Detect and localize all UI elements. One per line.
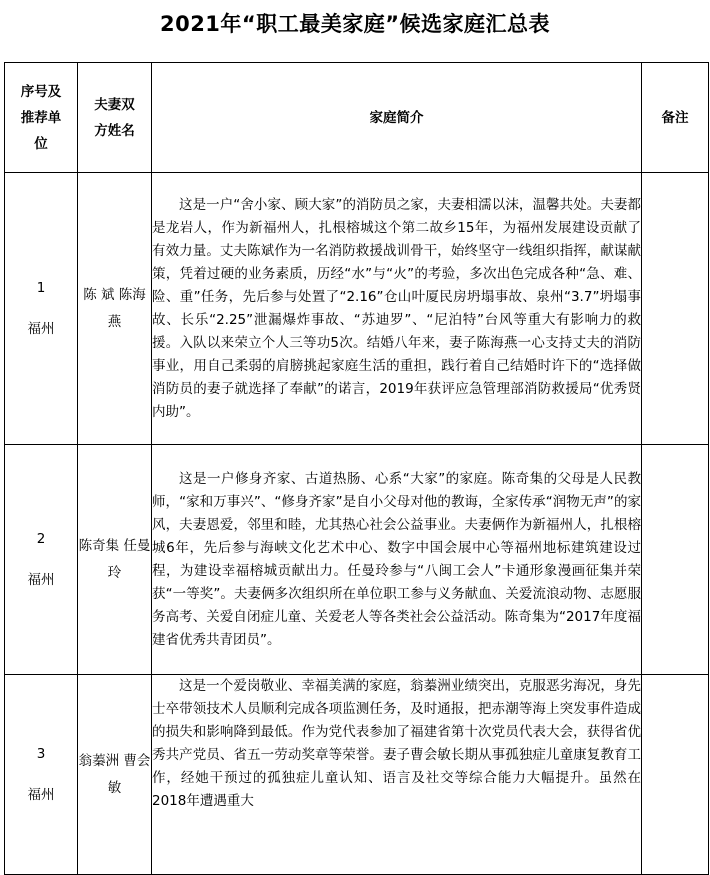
husband-name: 陈奇集 bbox=[78, 537, 120, 554]
header-couple-names bbox=[78, 63, 152, 173]
row-seq-cell bbox=[5, 173, 78, 445]
row-names-cell bbox=[78, 173, 152, 445]
row-remark-cell bbox=[642, 675, 709, 875]
row-unit: 福州 bbox=[27, 786, 55, 803]
family-intro-text: 这是一户修身齐家、古道热肠、心系“大家”的家庭。陈奇集的父母是人民教师，“家和万事兴”、“修身齐家”是自小父母对他的教诲，全家传承“润物无声”的家风，夫妻恩爱，邻里和睦，尤其热心社会公益事业。夫妻俩作为新福州人，扎根榕城6年，先后参与海峡文化艺术中心、数字中国会展中心等福州地标建筑建设过程，为建设幸福榕城贡献出力。任曼玲参与“八闽工会人”卡通形象漫画征集并荣获“一等奖”。夫妻俩多次组织所在单位职工参与义务献血、关爱流浪动物、志愿服务高考、关爱自闭症儿童、关爱老人等各类社会公益活动。陈奇集为“2017年度福建省优秀共青团员”。 bbox=[152, 470, 641, 648]
row-remark-cell bbox=[642, 173, 709, 445]
row-intro-cell bbox=[152, 675, 642, 875]
header-seq-line: 推荐单 bbox=[20, 109, 62, 126]
page-title: 2021年“职工最美家庭”候选家庭汇总表 bbox=[159, 12, 551, 36]
row-remark-cell bbox=[642, 445, 709, 675]
husband-name: 陈 斌 bbox=[83, 286, 115, 303]
row-number: 3 bbox=[36, 745, 46, 762]
table-row bbox=[5, 675, 709, 875]
header-names-line: 方姓名 bbox=[94, 122, 135, 139]
header-seq-unit bbox=[5, 63, 78, 173]
row-seq-cell bbox=[5, 445, 78, 675]
wife-name: 陈海燕 bbox=[107, 286, 146, 330]
row-intro-cell bbox=[152, 173, 642, 445]
row-intro-cell bbox=[152, 445, 642, 675]
wife-name: 曹会敏 bbox=[107, 752, 151, 796]
row-number: 1 bbox=[36, 279, 46, 296]
table-row bbox=[5, 173, 709, 445]
table-header-row bbox=[5, 63, 709, 173]
family-intro-text: 这是一户“舍小家、顾大家”的消防员之家，夫妻相濡以沫，温馨共处。夫妻都是龙岩人，作为新福州人，扎根榕城这个第二故乡15年，为福州发展建设贡献了有效力量。丈夫陈斌作为一名消防救援战训骨干，始终坚守一线组织指挥，献谋献策，凭着过硬的业务素质，历经“水”与“火”的考验，多次出色完成各种“急、难、险、重”任务，先后参与处置了“2.16”仓山叶厦民房坍塌事故、泉州“3.7”坍塌事故、长乐“2.25”泄漏爆炸事故、“苏迪罗”、“尼泊特”台风等重大有影响力的救援。入队以来荣立个人三等功5次。结婚八年来，妻子陈海燕一心支持丈夫的消防事业，用自己柔弱的肩膀挑起家庭生活的重担，践行着自己结婚时许下的“选择做消防员的妻子就选择了奉献”的诺言，2019年获评应急管理部消防救援局“优秀贤内助”。 bbox=[152, 196, 641, 420]
header-names-line: 夫妻双 bbox=[94, 96, 135, 113]
family-intro-text: 这是一个爱岗敬业、幸福美满的家庭，翁蓁洲业绩突出，克服恶劣海况，身先士卒带领技术人员顺利完成各项监测任务，及时通报，把赤潮等海上突发事件造成的损失和影响降到最低。作为党代表参加了福建省第十次党员代表大会，获得省优秀共产党员、省五一劳动奖章等荣誉。妻子曹会敏长期从事孤独症儿童康复教育工作，经她干预过的孤独症儿童认知、语言及社交等综合能力大幅提升。虽然在2018年遭遇重大 bbox=[152, 678, 641, 809]
header-seq-line: 位 bbox=[34, 135, 48, 152]
row-names-cell bbox=[78, 445, 152, 675]
header-seq-line: 序号及 bbox=[20, 83, 62, 100]
row-number: 2 bbox=[36, 530, 46, 547]
table-row bbox=[5, 445, 709, 675]
header-remark: 备注 bbox=[642, 63, 709, 173]
row-unit: 福州 bbox=[27, 571, 55, 588]
header-family-intro: 家庭简介 bbox=[152, 63, 642, 173]
row-names-cell bbox=[78, 675, 152, 875]
candidate-family-table bbox=[4, 62, 709, 875]
row-unit: 福州 bbox=[27, 320, 55, 337]
wife-name: 任曼玲 bbox=[107, 537, 151, 581]
husband-name: 翁蓁洲 bbox=[78, 752, 120, 769]
row-seq-cell bbox=[5, 675, 78, 875]
